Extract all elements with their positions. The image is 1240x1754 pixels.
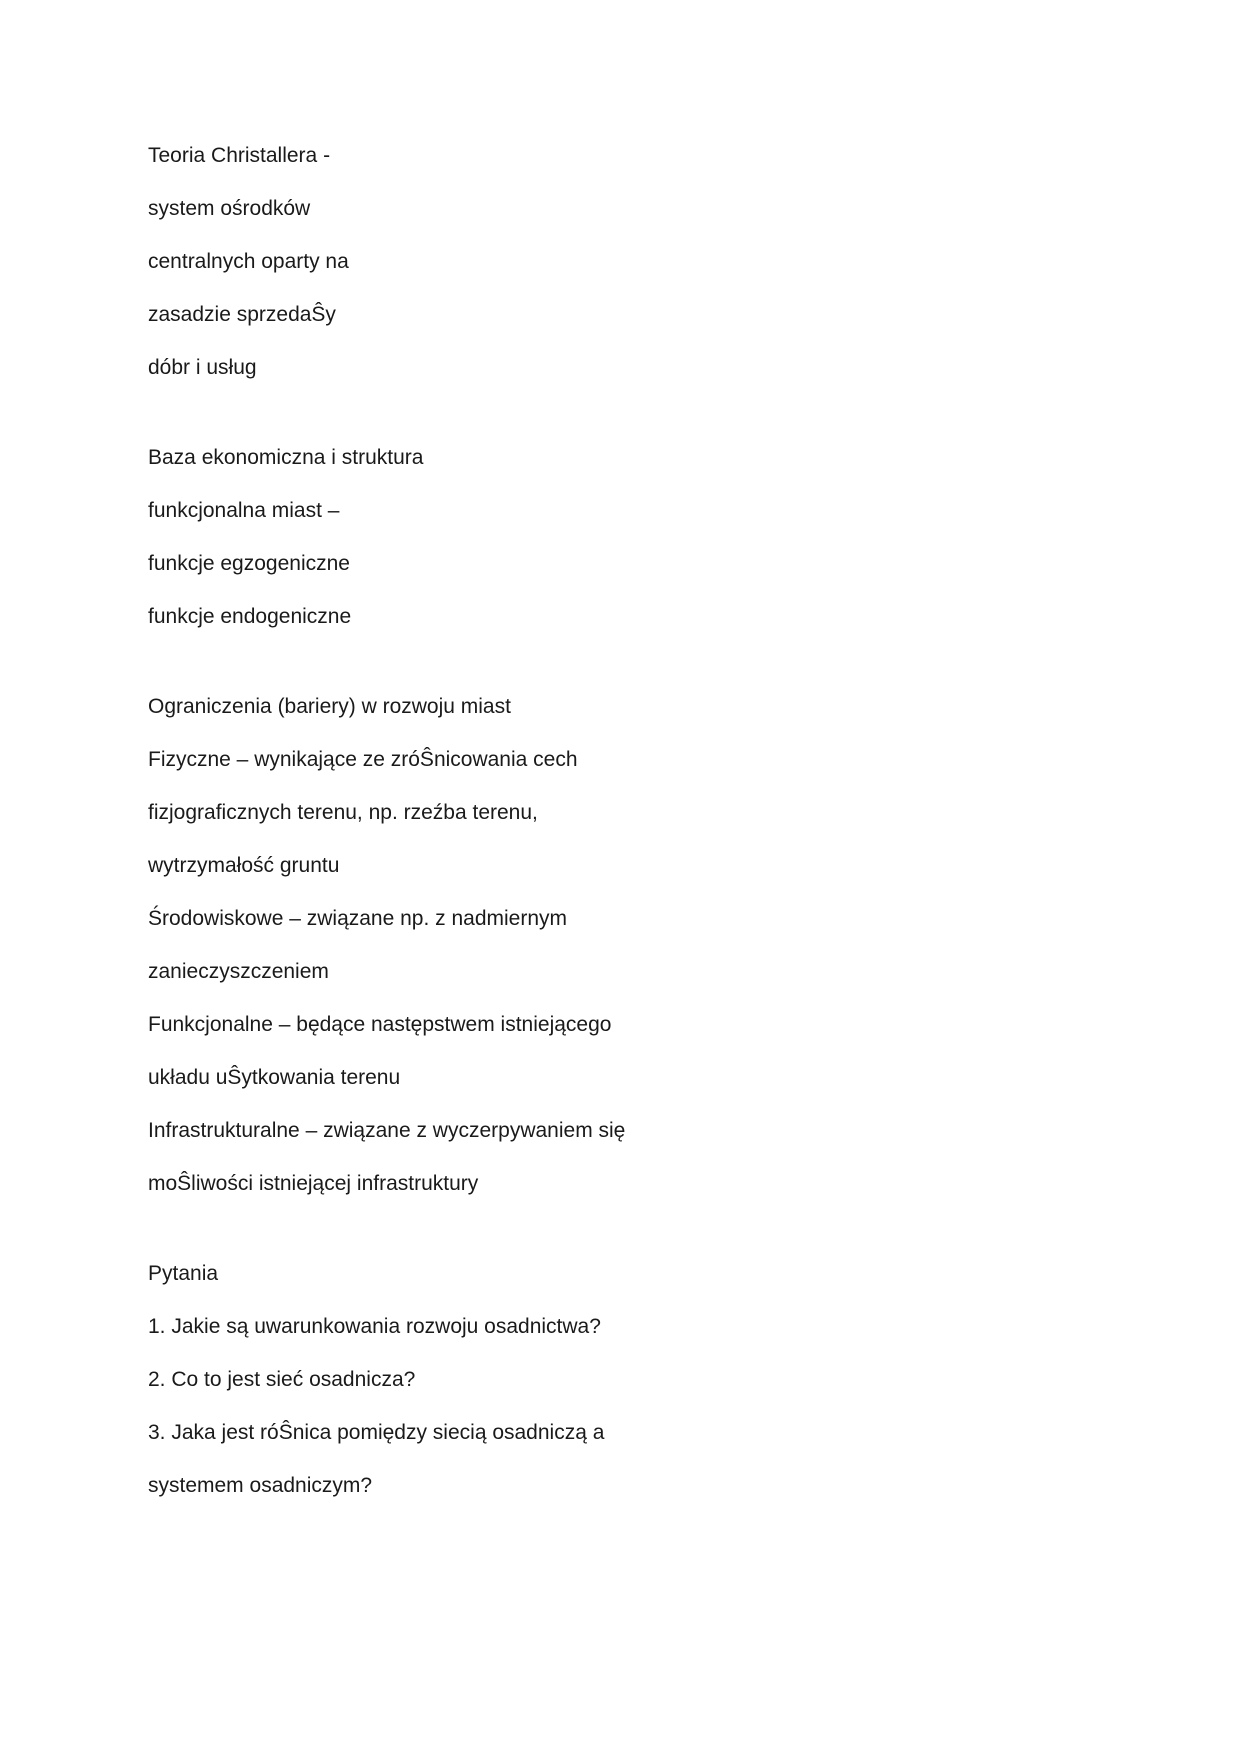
text-line: Środowiskowe – związane np. z nadmiernym [148, 907, 568, 930]
text-line: Funkcjonalne – będące następstwem istniejącego [148, 1013, 612, 1036]
section-heading: Teoria Christallera - [148, 144, 331, 167]
section-economic-base [148, 431, 1148, 643]
section-christaller-theory [148, 129, 1148, 394]
question-item: 3. Jaka jest róŜnica pomiędzy siecią osadniczą a [148, 1421, 605, 1444]
text-line: system ośrodków [148, 197, 311, 220]
text-line: Fizyczne – wynikające ze zróŜnicowania cech [148, 748, 578, 771]
question-item: systemem osadniczym? [148, 1474, 373, 1497]
text-line: układu uŜytkowania terenu [148, 1066, 401, 1089]
section-questions [148, 1247, 1148, 1512]
section-barriers [148, 680, 1148, 1210]
section-heading: Pytania [148, 1262, 219, 1285]
text-line: wytrzymałość gruntu [148, 854, 340, 877]
text-line: dóbr i usług [148, 356, 257, 379]
question-item: 1. Jakie są uwarunkowania rozwoju osadnictwa? [148, 1315, 601, 1338]
text-line: zasadzie sprzedaŜy [148, 303, 336, 326]
text-line: zanieczyszczeniem [148, 960, 329, 983]
text-line: fizjograficznych terenu, np. rzeźba terenu, [148, 801, 538, 824]
text-line: funkcje endogeniczne [148, 605, 352, 628]
text-line: centralnych oparty na [148, 250, 349, 273]
text-line: moŜliwości istniejącej infrastruktury [148, 1172, 479, 1195]
section-heading: Ograniczenia (bariery) w rozwoju miast [148, 695, 511, 718]
text-line: funkcje egzogeniczne [148, 552, 350, 575]
text-line: Infrastrukturalne – związane z wyczerpywaniem się [148, 1119, 626, 1142]
question-item: 2. Co to jest sieć osadnicza? [148, 1368, 416, 1391]
section-heading: Baza ekonomiczna i struktura [148, 446, 424, 469]
text-line: funkcjonalna miast – [148, 499, 340, 522]
document-body [148, 145, 1148, 1512]
